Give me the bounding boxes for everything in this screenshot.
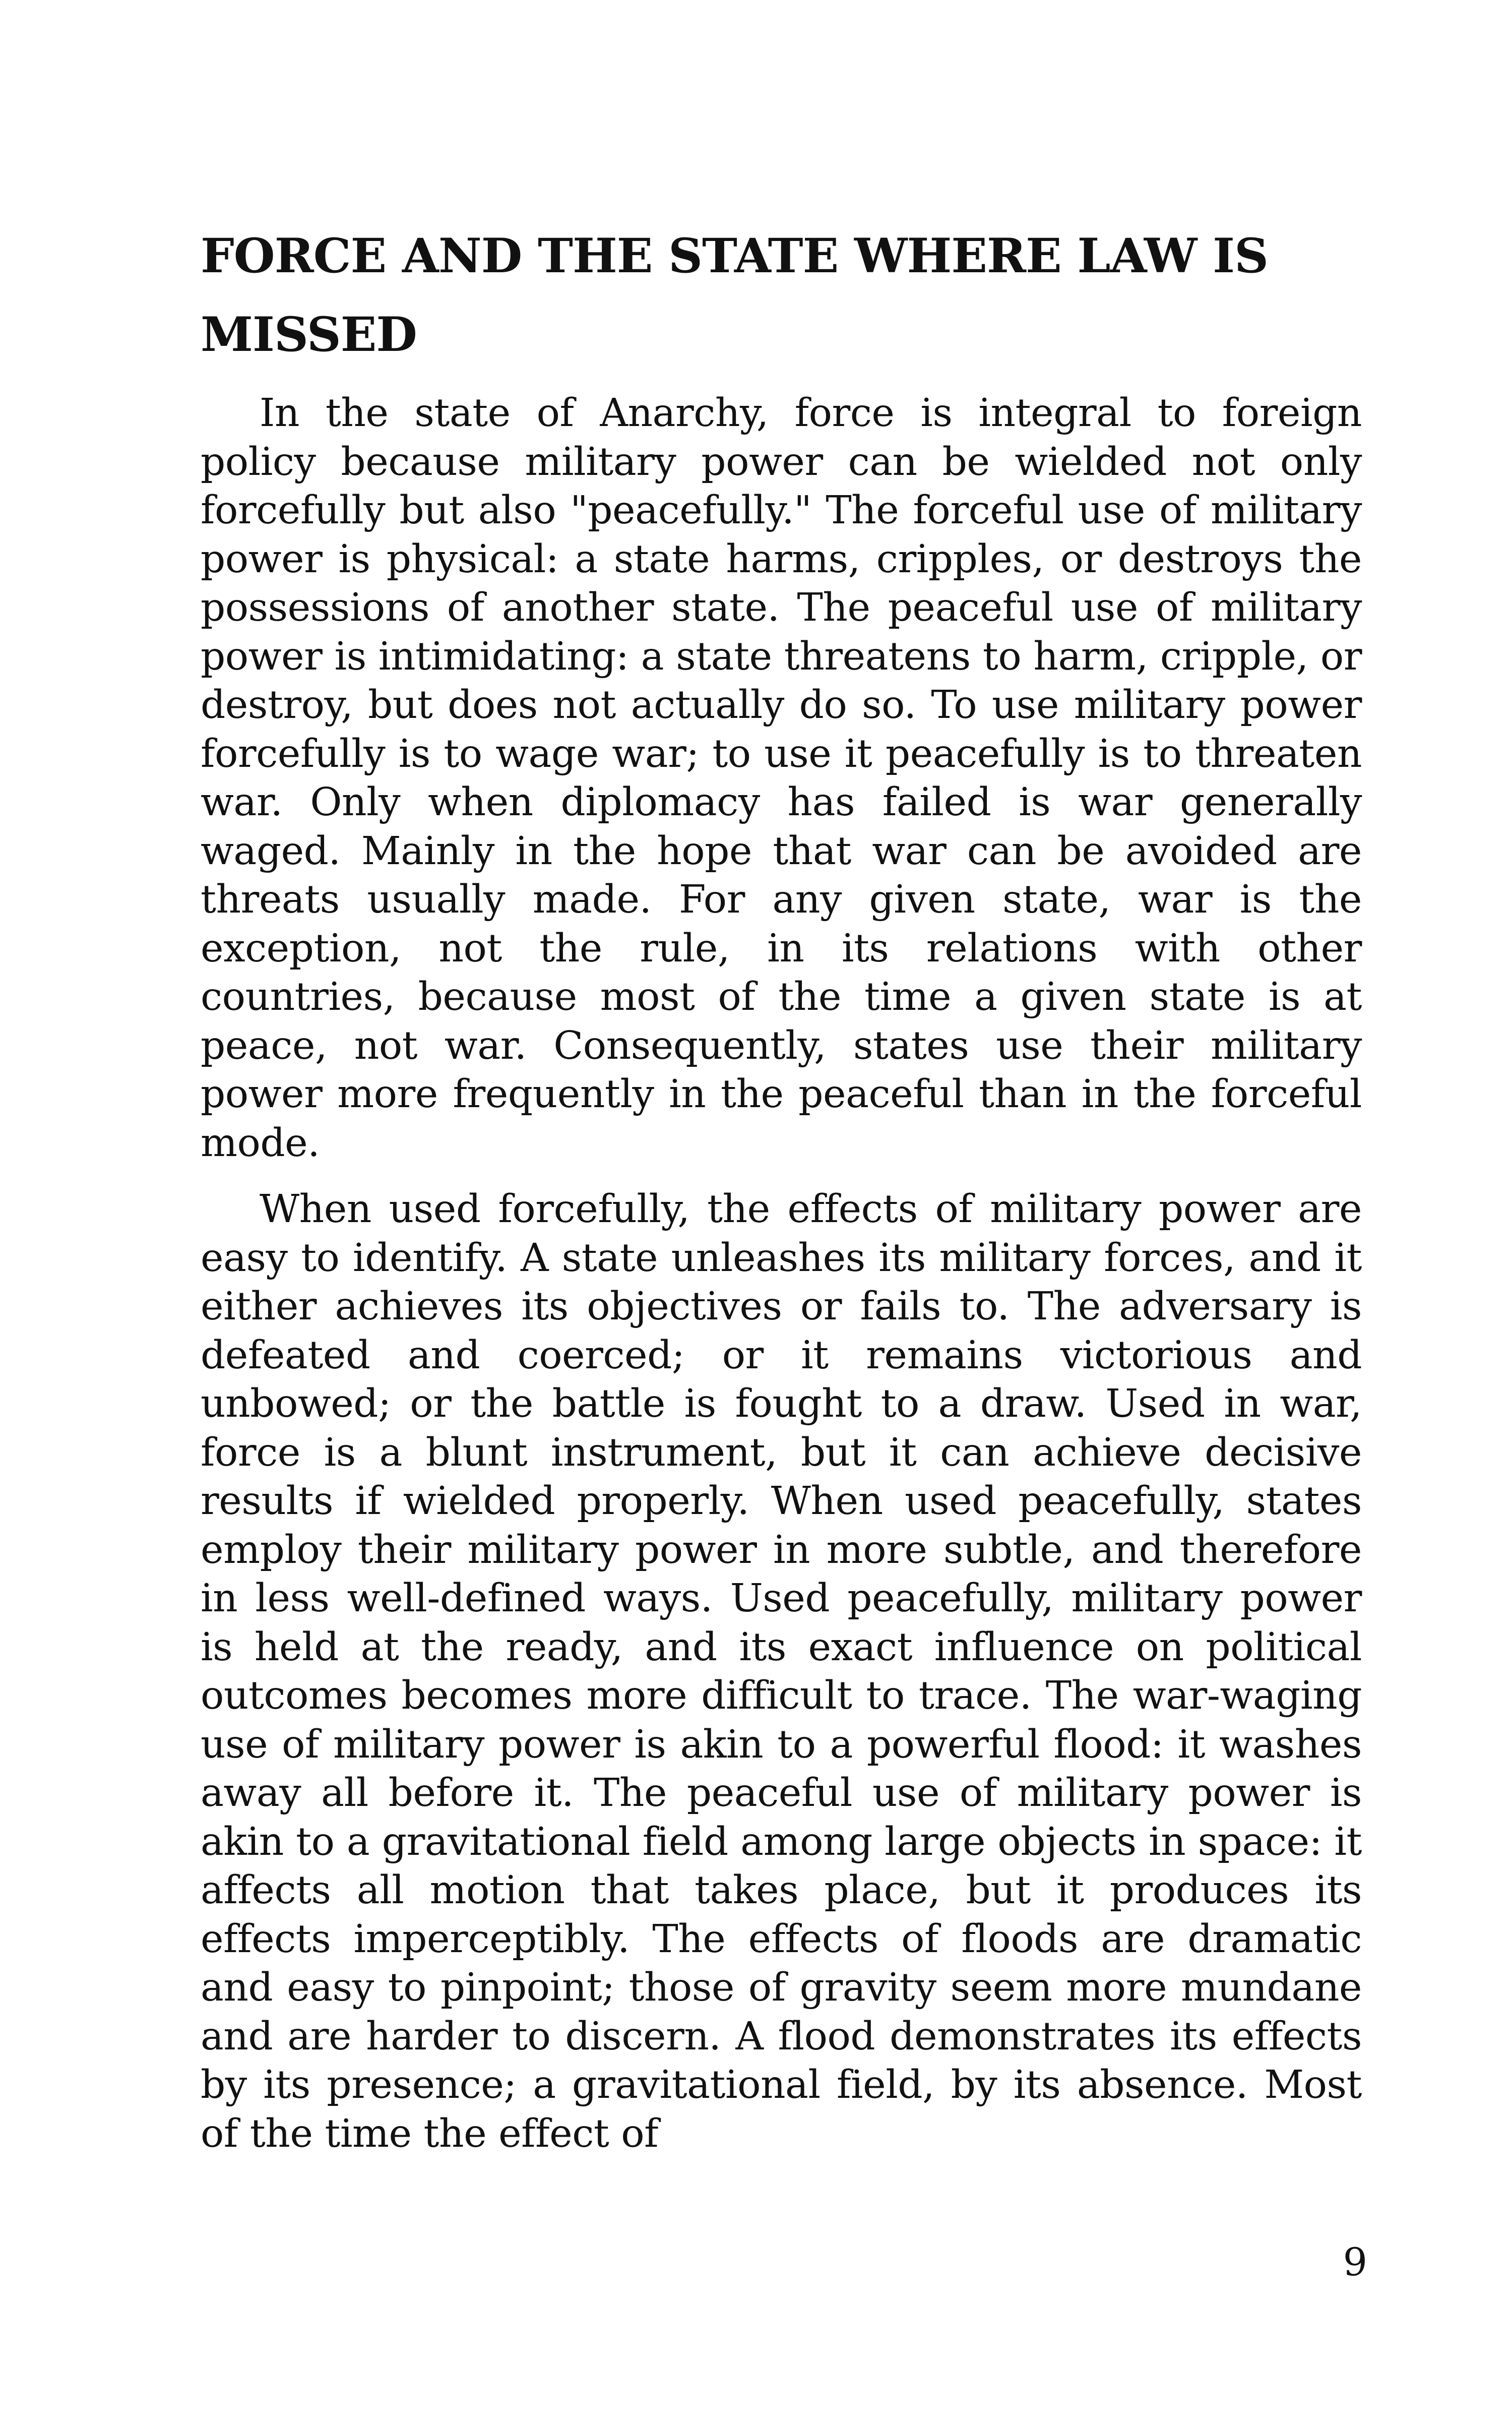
page-number: 9 <box>1343 2240 1367 2284</box>
chapter-heading: FORCE AND THE STATE WHERE LAW IS MISSED <box>201 228 1268 362</box>
paragraph: When used forcefully, the effects of military power are easy to identify. A state unleashes its military forces, and it either achieves its objectives or fails to. The adversary is defeated and coerced; or it remains victorious and unbowed; or the battle is fought to a draw. Used in war, force is a blunt instrument, but it can achieve decisive results if wielded properly. When used peacefully, states employ their military power in more subtle, and therefore in less well-defined ways. Used peacefully, military power is held at the ready, and its exact influence on political outcomes becomes more difficult to trace. The war-waging use of military power is akin to a powerful flood: it washes away all before it. The peaceful use of military power is akin to a gravitational field among large objects in space: it affects all motion that takes place, but it produces its effects imperceptibly. The effects of floods are dramatic and easy to pinpoint; those of gravity seem more mundane and are harder to discern. A flood demonstrates its effects by its presence; a gravitational field, by its absence. Most of the time the effect of <box>201 1187 1362 2156</box>
body-text <box>201 389 1362 2158</box>
paragraph: In the state of Anarchy, force is integral to foreign policy because military power can be wielded not only forcefully but also "peacefully." The forceful use of military power is physical: a state harms, cripples, or destroys the possessions of another state. The peaceful use of military power is intimidating: a state threatens to harm, cripple, or destroy, but does not actually do so. To use military power forcefully is to wage war; to use it peacefully is to threaten war. Only when diplomacy has failed is war generally waged. Mainly in the hope that war can be avoided are threats usually made. For any given state, war is the exception, not the rule, in its relations with other countries, because most of the time a given state is at peace, not war. Consequently, states use their military power more frequently in the peaceful than in the forceful mode. <box>201 391 1362 1166</box>
